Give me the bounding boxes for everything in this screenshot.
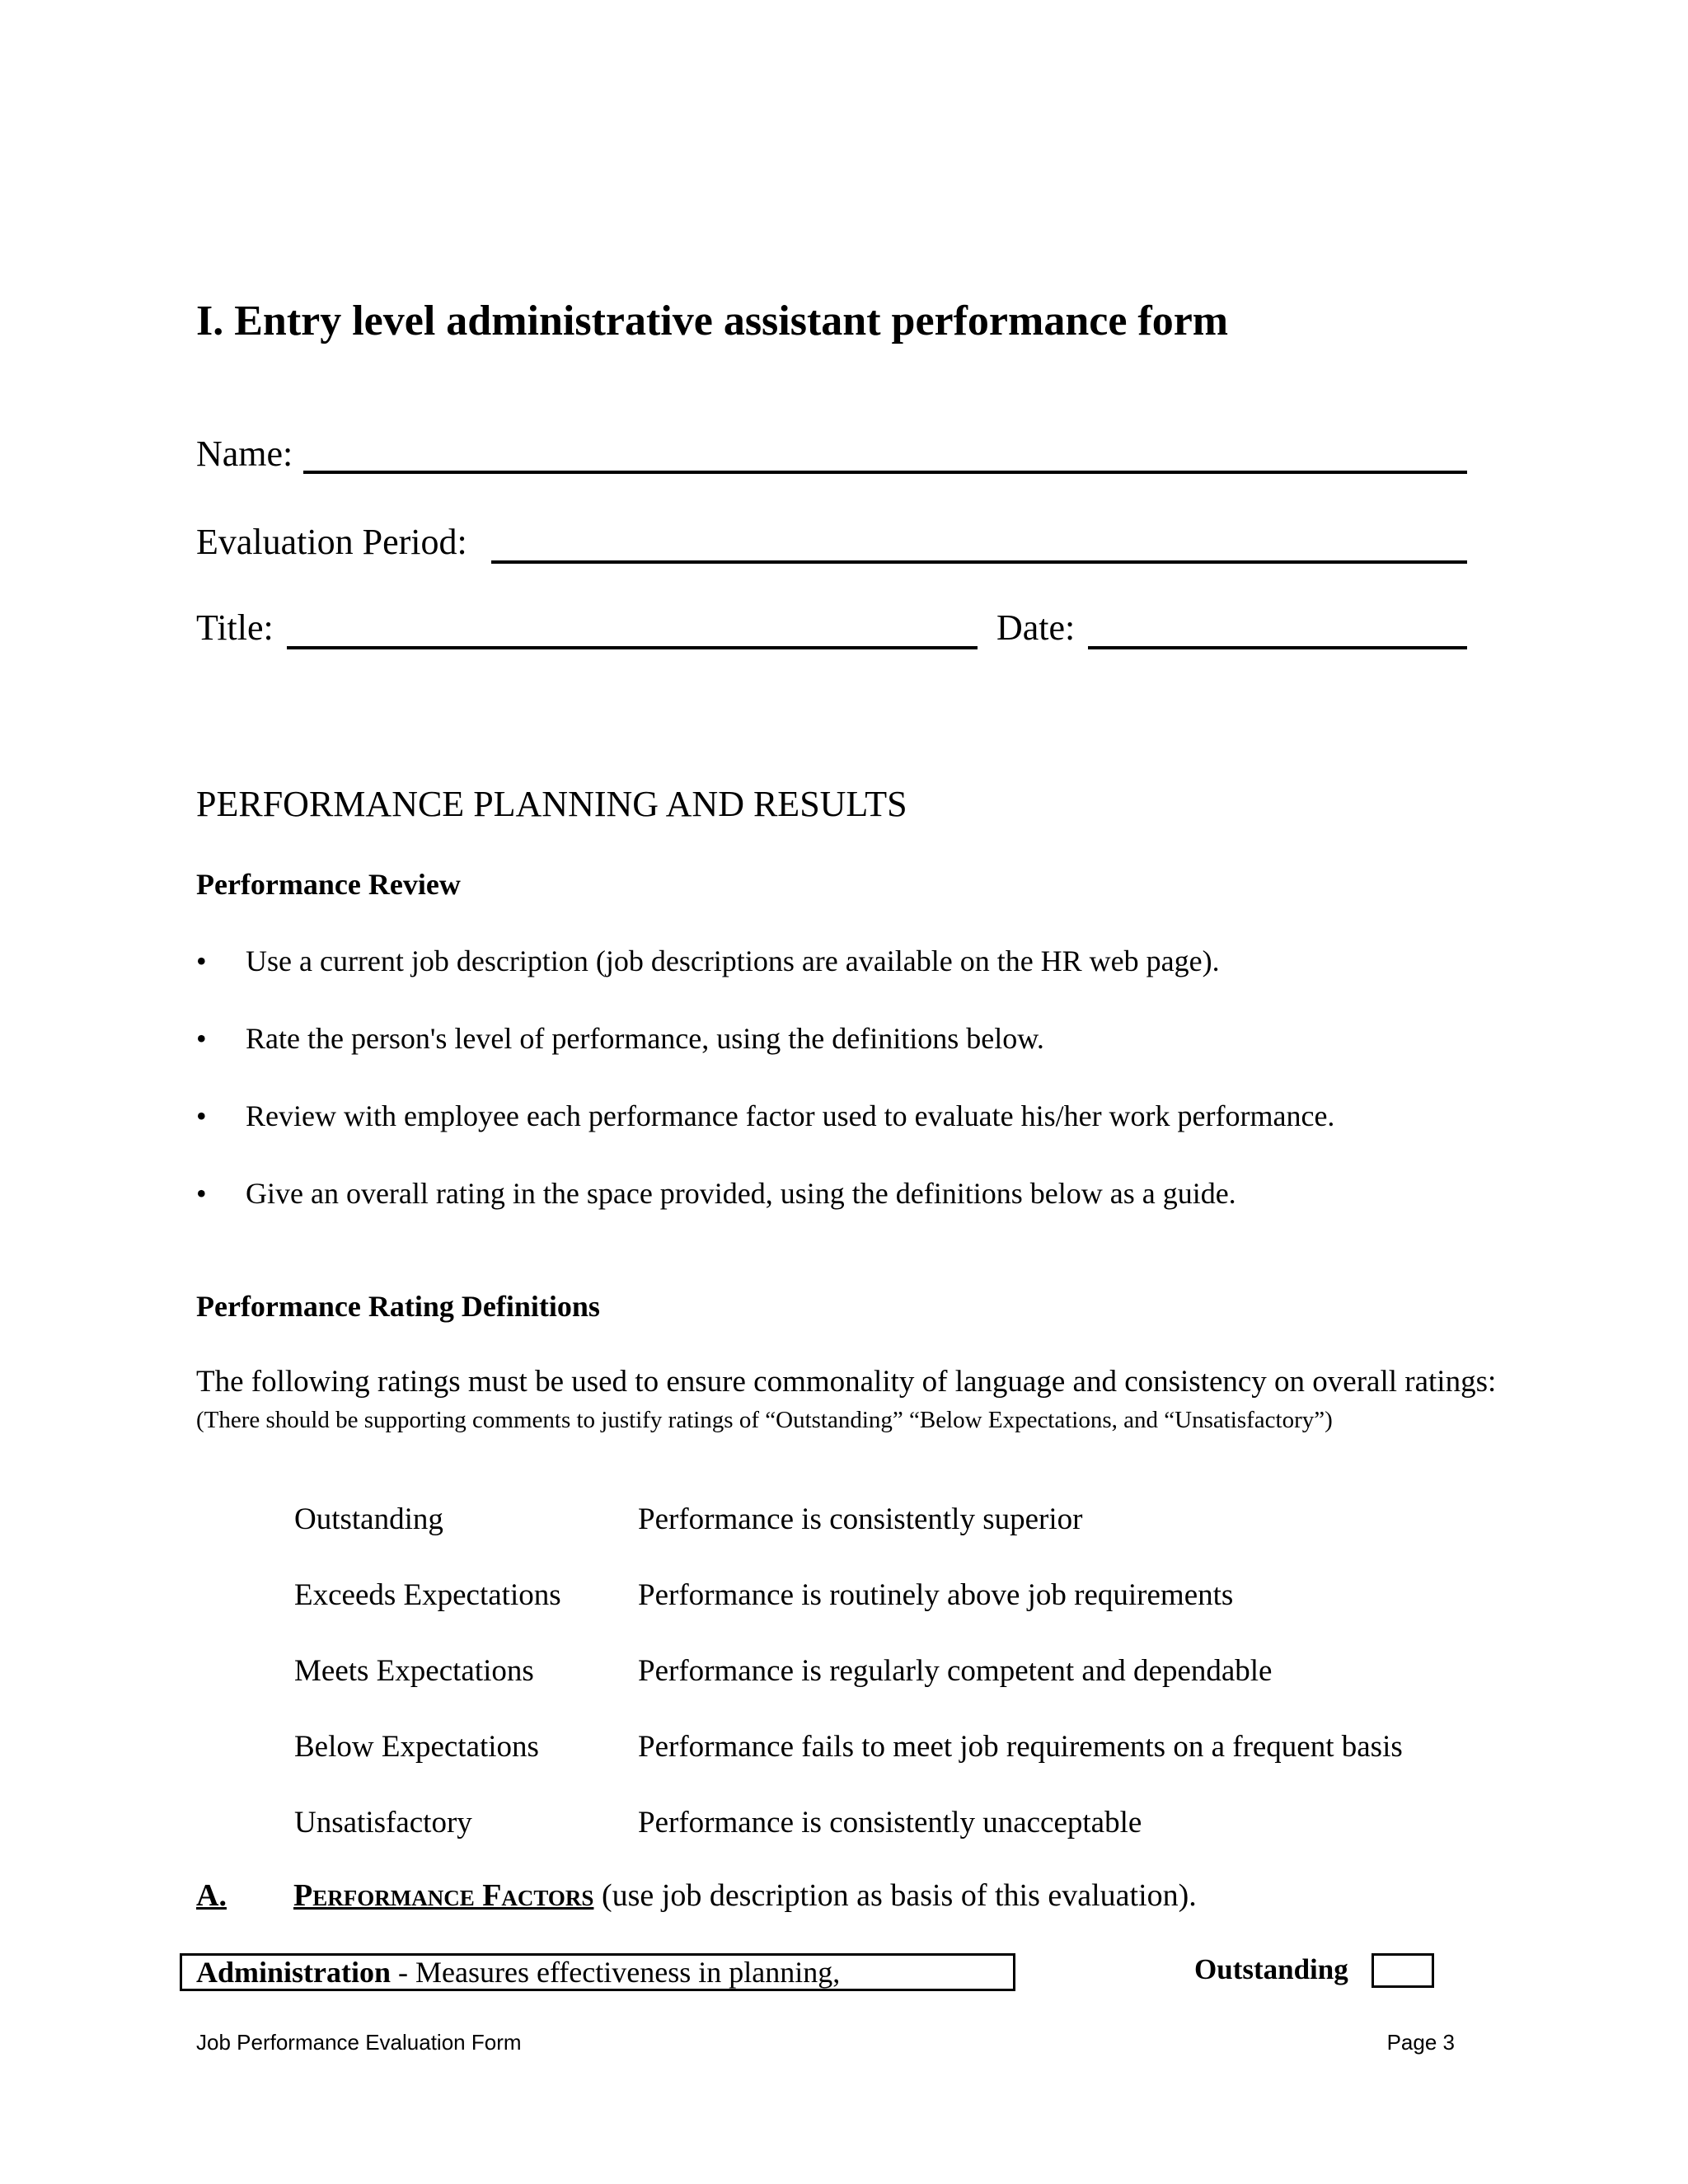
bullet-icon: • xyxy=(196,944,207,977)
performance-review-heading: Performance Review xyxy=(196,868,461,901)
title-field[interactable] xyxy=(287,646,978,649)
list-item xyxy=(196,1099,1334,1133)
factor-description: - Measures effectiveness in planning, xyxy=(398,1956,841,1989)
name-field[interactable] xyxy=(303,471,1467,474)
bullet-icon: • xyxy=(196,1099,207,1132)
bullet-icon: • xyxy=(196,1177,207,1210)
list-item xyxy=(196,1176,1236,1211)
rating-name: Unsatisfactory xyxy=(294,1806,472,1840)
list-item-text: Give an overall rating in the space provided, using the definitions below as a guide. xyxy=(246,1177,1236,1210)
performance-factors-heading xyxy=(196,1877,1197,1914)
rating-description: Performance is regularly competent and dependable xyxy=(638,1654,1273,1688)
list-item-text: Rate the person's level of performance, using the definitions below. xyxy=(246,1022,1044,1055)
list-item xyxy=(196,1021,1044,1056)
title-label: Title: xyxy=(196,607,274,648)
rating-name: Meets Expectations xyxy=(294,1654,534,1688)
outstanding-checkbox[interactable] xyxy=(1372,1953,1434,1988)
rating-name: Exceeds Expectations xyxy=(294,1578,561,1612)
evaluation-period-field[interactable] xyxy=(491,560,1467,564)
rating-name: Outstanding xyxy=(294,1502,443,1536)
factor-category: Administration xyxy=(196,1956,392,1989)
table-cell xyxy=(196,1955,840,1990)
factors-note: (use job description as basis of this evaluation). xyxy=(601,1878,1197,1913)
definitions-intro xyxy=(196,1364,1498,1438)
name-label: Name: xyxy=(196,434,293,474)
list-item xyxy=(196,944,1220,978)
date-label: Date: xyxy=(996,607,1076,648)
list-item-text: Use a current job description (job descriptions are available on the HR web page). xyxy=(246,944,1220,977)
rating-name: Below Expectations xyxy=(294,1730,539,1764)
footer-title: Job Performance Evaluation Form xyxy=(196,2030,522,2055)
page-title: I. Entry level administrative assistant performance form xyxy=(196,298,1229,344)
list-item-text: Review with employee each performance factor used to evaluate his/her work performance. xyxy=(246,1099,1335,1132)
rating-definitions-heading: Performance Rating Definitions xyxy=(196,1290,600,1323)
bullet-icon: • xyxy=(196,1022,207,1055)
date-field[interactable] xyxy=(1088,646,1467,649)
rating-description: Performance is consistently unacceptable xyxy=(638,1806,1142,1840)
page-number: Page 3 xyxy=(1386,2030,1455,2055)
rating-label: Outstanding xyxy=(1194,1953,1348,1985)
factors-title: Performance Factors xyxy=(293,1878,594,1913)
rating-description: Performance is routinely above job requirements xyxy=(638,1578,1234,1612)
evaluation-period-label: Evaluation Period: xyxy=(196,522,467,562)
rating-description: Performance is consistently superior xyxy=(638,1502,1083,1536)
section-title: PERFORMANCE PLANNING AND RESULTS xyxy=(196,784,907,824)
factors-letter: A. xyxy=(196,1878,227,1913)
definitions-intro-text: The following ratings must be used to ensure commonality of language and consistency on overall ratings: xyxy=(196,1365,1497,1399)
rating-description: Performance fails to meet job requirements on a frequent basis xyxy=(638,1730,1403,1764)
definitions-note: (There should be supporting comments to justify ratings of “Outstanding” “Below Expectations, and “Unsatisfactory”) xyxy=(196,1407,1333,1433)
